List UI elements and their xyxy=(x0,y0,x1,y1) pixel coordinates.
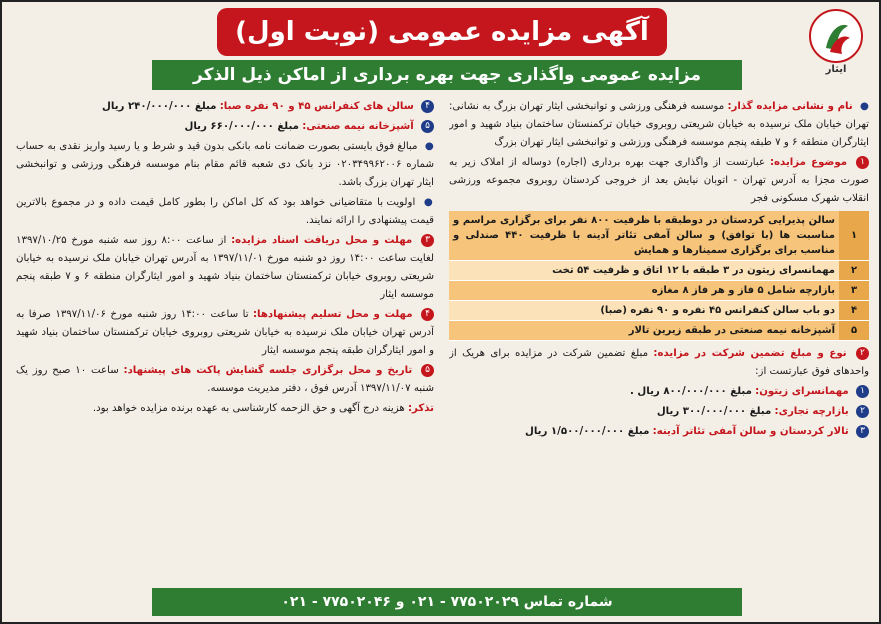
submit-text: تا ساعت ۱۴:۰۰ روز شنبه مورخ ۱۳۹۷/۱۱/۰۶ صرفا به آدرس تهران خیابان ملک نرسیده به خیابان شریعتی روبروی خیابان ترکمنستان ساختمان بنیاد شهید و امور ایثارگران طبقه پنجم موسسه ایثار xyxy=(16,309,434,356)
bullet-icon: ● xyxy=(424,141,434,152)
reminder-text: هزینه درج آگهی و حق الزحمه کارشناسی به عهده برنده مزایده خواهد بود. xyxy=(92,403,405,414)
isar-emblem-icon xyxy=(808,8,864,64)
opening-label: تاریخ و محل برگزاری جلسه گشایش پاکت های پیشنهاد: xyxy=(123,365,413,376)
table-row xyxy=(449,321,869,341)
opening-num: ۵ xyxy=(421,364,434,377)
deposit-row xyxy=(449,383,869,401)
logo-brand-text: ایثار xyxy=(825,64,847,75)
note xyxy=(16,194,434,230)
deposit-row-num: ۳ xyxy=(856,425,869,438)
organizer-block xyxy=(449,98,869,152)
deposit-row-label: مهمانسرای زیتون: xyxy=(755,386,849,397)
deposit-row-num: ۲ xyxy=(856,405,869,418)
item-number: ۵ xyxy=(839,321,869,341)
deposit-text: مبلغ تضمین شرکت در مزایده برای هریک از واحدهای فوق عبارتست از: xyxy=(449,348,869,377)
docs-num: ۳ xyxy=(421,234,434,247)
subject-text: عبارتست از واگذاری جهت بهره برداری (اجاره) دوساله از املاک زیر به صورت مجزا به آدرس تهران - اتوبان نیایش بعد از خروجی کردستان روبروی مجموعه ورزشی انقلاب شهرک مسکونی فجر xyxy=(449,157,869,204)
deposit-row-label: تالار کردستان و سالن آمفی تئاتر آدینه: xyxy=(652,426,849,437)
deposit-row-num: ۱ xyxy=(856,385,869,398)
submit-num: ۴ xyxy=(421,308,434,321)
reminder-label: تذکر: xyxy=(407,403,434,414)
opening-text: ساعت ۱۰ صبح روز یک شنبه ۱۳۹۷/۱۱/۰۷ آدرس فوق ، دفتر مدیریت موسسه. xyxy=(16,365,434,394)
reminder-block xyxy=(16,400,434,418)
table-row xyxy=(449,211,869,261)
item-text: مهمانسرای زیتون در ۳ طبقه با ۱۲ اتاق و ظرفیت ۵۴ تخت xyxy=(449,261,839,281)
contact-footer: شماره تماس ۷۷۵۰۲۰۲۹ - ۰۲۱ و ۷۷۵۰۲۰۴۶ - ۰۲۱ xyxy=(152,588,742,616)
deposit-row-label: سالن های کنفرانس ۴۵ و ۹۰ نفره صبا: xyxy=(219,101,414,112)
table-row xyxy=(449,261,869,281)
deposit-label: نوع و مبلغ تضمین شرکت در مزایده: xyxy=(653,348,847,359)
docs-text: از ساعت ۸:۰۰ روز سه شنبه مورخ ۱۳۹۷/۱۰/۲۵ لغایت ساعت ۱۴:۰۰ روز دو شنبه مورخ ۱۳۹۷/۱۱/۰۱ به آدرس تهران خیابان ملک نرسیده به خیابان شریعتی روبروی خیابان ترکمنستان ساختمان بنیاد شهید و امور ایثارگران منطقه ۶ و ۷ طبقه پنجم موسسه ایثار xyxy=(16,235,434,300)
isar-logo xyxy=(801,8,871,88)
item-text: سالن پذیرایی کردستان در دوطبقه با ظرفیت ۸۰۰ نفر برای برگزاری مراسم و مناسبت ها (با توافق) و سالن آمفی تئاتر آدینه با ظرفیت ۴۴۰ صندلی و مناسب برای برگزاری سمینارها و همایش xyxy=(449,211,839,261)
subject-num: ۱ xyxy=(856,156,869,169)
left-column xyxy=(16,98,434,580)
deposit-row-value: مبلغ ۸۰۰/۰۰۰/۰۰۰ ریال . xyxy=(630,386,752,397)
deposit-row-label: آشپزخانه نیمه صنعتی: xyxy=(302,121,414,132)
submit-label: مهلت و محل تسلیم پیشنهادها: xyxy=(252,309,413,320)
note xyxy=(16,138,434,192)
deposit-row-value: مبلغ ۱/۵۰۰/۰۰۰/۰۰۰ ریال xyxy=(525,426,650,437)
organizer-label: نام و نشانی مزایده گذار: xyxy=(727,101,853,112)
deposit-block xyxy=(449,345,869,381)
organizer-text: موسسه فرهنگی ورزشی و توانبخشی ایثار تهران بزرگ به نشانی: تهران خیابان ملک نرسیده به خیابان شریعتی روبروی خیابان ترکمنستان ساختمان بنیاد شهید و امور ایثارگران منطقه ۶ و ۷ طبقه پنجم موسسه فرهنگی ورزشی و توانبخشی ایثار تهران بزرگ xyxy=(449,101,869,148)
item-text: بازارچه شامل ۵ فاز و هر فاز ۸ مغازه xyxy=(449,281,839,301)
opening-block xyxy=(16,362,434,398)
deposit-row-label: بازارچه تجاری: xyxy=(774,406,849,417)
deposit-num: ۲ xyxy=(856,347,869,360)
bullet-icon: ● xyxy=(860,101,869,112)
submit-block xyxy=(16,306,434,360)
notice-title: آگهی مزایده عمومی (نوبت اول) xyxy=(217,8,667,56)
subject-block xyxy=(449,154,869,208)
table-row xyxy=(449,301,869,321)
item-number: ۳ xyxy=(839,281,869,301)
deposit-row-num: ۵ xyxy=(421,120,434,133)
note-text: اولویت با متقاضیانی خواهد بود که کل اماکن را بطور کامل قیمت داده و در مجموع بالاترین قیمت پیشنهادی را ارائه نمایند. xyxy=(16,197,434,226)
item-number: ۱ xyxy=(839,211,869,261)
deposit-row xyxy=(16,118,434,136)
deposit-row-num: ۴ xyxy=(421,100,434,113)
item-number: ۴ xyxy=(839,301,869,321)
subject-label: موضوع مزایده: xyxy=(769,157,848,168)
right-column xyxy=(449,98,869,580)
deposit-row-value: مبلغ ۶۶۰/۰۰۰/۰۰۰ ریال xyxy=(184,121,299,132)
item-text: آشپزخانه نیمه صنعتی در طبقه زیرین تالار xyxy=(449,321,839,341)
docs-label: مهلت و محل دریافت اسناد مزایده: xyxy=(231,235,413,246)
deposit-row xyxy=(449,423,869,441)
bullet-icon: ● xyxy=(423,197,434,208)
items-table xyxy=(449,211,869,341)
docs-block xyxy=(16,232,434,304)
deposit-row-value: مبلغ ۲۴۰/۰۰۰/۰۰۰ ریال xyxy=(102,101,217,112)
deposit-row-value: مبلغ ۳۰۰/۰۰۰/۰۰۰ ریال xyxy=(656,406,772,417)
table-row xyxy=(449,281,869,301)
deposit-row xyxy=(449,403,869,421)
item-number: ۲ xyxy=(839,261,869,281)
deposit-row xyxy=(16,98,434,116)
item-text: دو باب سالن کنفرانس ۴۵ نفره و ۹۰ نفره (صبا) xyxy=(449,301,839,321)
note-text: مبالغ فوق بایستی بصورت ضمانت نامه بانکی بدون قید و شرط و یا رسید واریز نقدی به حساب شماره ۰۲۰۳۴۹۹۶۲۰۰۶ نزد بانک دی شعبه قائم مقام بنام موسسه فرهنگی ورزشی و توانبخشی ایثار تهران بزرگ باشد. xyxy=(16,141,434,188)
notice-subtitle: مزایده عمومی واگذاری جهت بهره برداری از اماکن ذیل الذکر xyxy=(152,60,742,90)
